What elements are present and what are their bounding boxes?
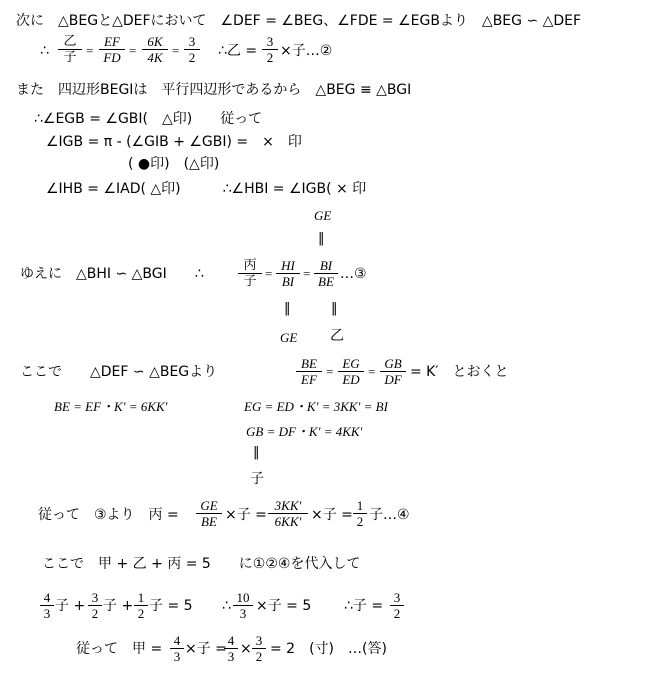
parallel-mark-4: ‖ (253, 445, 260, 460)
line-angle-ihb: ∠IHB = ∠IAD( △印) ∴∠HBI = ∠IGB( × 印 (46, 181, 367, 197)
line-similarity-bhi: ゆえに △BHI ∽ △BGI ∴ (20, 266, 204, 282)
therefore-symbol: ∴ (40, 43, 49, 59)
numerator: 乙 (58, 34, 82, 50)
line-similarity-bef: 次に △BEGと△DEFにおいて ∠DEF = ∠BEG、∠FDE = ∠EGBより △BEG ∽ △DEF (16, 13, 582, 29)
fraction-3-2-b: $\frac{3}{2}$ (262, 34, 278, 65)
parallel-mark-3: ‖ (331, 301, 338, 316)
fraction-hi-bi: $\frac{HI}{BI}$ (276, 258, 300, 289)
line-therefore-hei: 従って ③より 丙 = (38, 507, 179, 523)
line-substitute: ここで 甲 + 乙 + 丙 = 5 に①②④を代入して (42, 556, 361, 572)
equation-4-label: 子…④ (369, 507, 410, 523)
line-marks: ( ●印) (△印) (128, 156, 220, 172)
fraction-1-2: $\frac{1}{2}$ (353, 498, 367, 529)
fraction-bi-be: $\frac{BI}{BE}$ (314, 258, 338, 289)
line-final-answer: 従って 甲 = (76, 641, 163, 657)
answer-value: = 2 (寸) …(答) (270, 641, 387, 657)
fraction-6k-4k: $\frac{6K}{4K}$ (142, 34, 168, 65)
line-be-value: BE = EF・K′ = 6KK′ (54, 399, 168, 414)
fraction-otsu-ko (58, 34, 82, 65)
denominator: 子 (63, 50, 77, 65)
fraction-ef-fd: $\frac{EF}{FD}$ (99, 34, 125, 65)
fraction-gb-df: $\frac{GB}{DF}$ (380, 356, 406, 387)
k-prime-label: = K′ とおくと (410, 364, 509, 380)
line-angle-egb: ∴∠EGB = ∠GBI( △印) 従って (34, 111, 263, 127)
fraction-3kk-6kk: $\frac{3KK'}{6KK'}$ (268, 498, 308, 529)
line-here-def: ここで △DEF ∽ △BEGより (20, 364, 218, 380)
label-otsu-bottom: 乙 (330, 328, 344, 344)
fraction-ge-be: $\frac{GE}{BE}$ (196, 498, 222, 529)
line-eg-value: EG = ED・K′ = 3KK′ = BI (244, 399, 388, 414)
fraction-3-2: $\frac{3}{2}$ (184, 34, 200, 65)
fraction-eg-ed: $\frac{EG}{ED}$ (338, 356, 364, 387)
line-parallelogram: また 四辺形BEGIは 平行四辺形であるから △BEG ≡ △BGI (16, 82, 412, 98)
equation-3-label: …③ (340, 266, 367, 282)
label-ge-top: GE (314, 208, 332, 223)
line-angle-igb: ∠IGB = π - (∠GIB + ∠GBI) = × 印 (46, 134, 302, 150)
result-otsu-label: ∴乙 = (218, 43, 258, 59)
parallel-mark-2: ‖ (284, 301, 291, 316)
line-gb-value: GB = DF・K′ = 4KK′ (246, 424, 363, 439)
label-ko: 子 (250, 471, 264, 487)
equation-2-label: ×子…② (280, 43, 333, 59)
label-ge-bottom: GE (280, 330, 298, 345)
parallel-mark: ‖ (318, 231, 325, 246)
fraction-hei-ko: 丙 子 (238, 258, 262, 289)
fraction-be-ef: $\frac{BE}{EF}$ (296, 356, 322, 387)
